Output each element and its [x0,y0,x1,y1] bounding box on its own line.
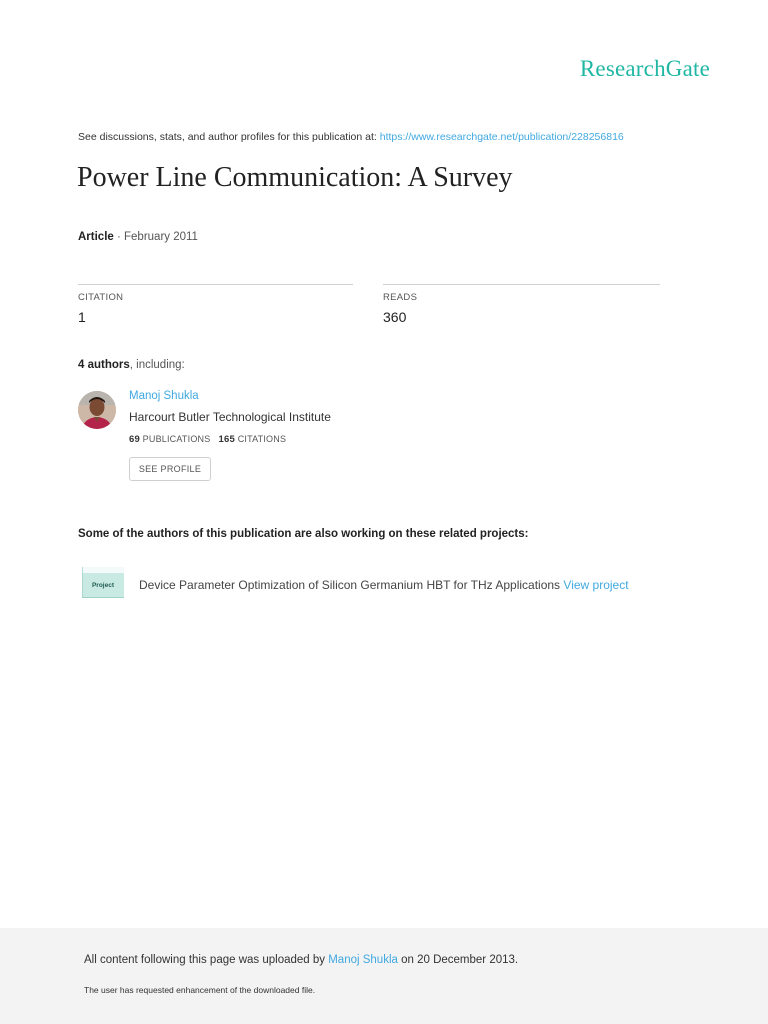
publication-url-link[interactable]: https://www.researchgate.net/publication/228256816 [379,131,624,143]
author-avatar[interactable] [78,391,116,429]
publication-meta [78,231,198,243]
authors-heading [78,359,185,371]
authors-count: 4 authors [78,359,130,371]
author-name-link[interactable]: Manoj Shukla [129,390,199,402]
citation-count: 1 [78,309,86,325]
publication-type: Article [78,231,114,243]
project-title: Device Parameter Optimization of Silicon Germanium HBT for THz Applications [139,578,561,592]
project-row [139,578,629,592]
reads-divider [383,284,660,285]
reads-label: READS [383,292,418,303]
publications-count: 69 [129,434,140,445]
publication-date: · February 2011 [113,231,198,243]
uploader-link[interactable]: Manoj Shukla [328,954,398,966]
upload-notice [84,954,518,966]
upload-suffix: on 20 December 2013. [397,954,519,966]
reads-count: 360 [383,309,407,325]
related-projects-heading: Some of the authors of this publication are also working on these related projects: [78,528,529,540]
authors-suffix: , including: [129,359,185,371]
footer-panel [0,928,768,1024]
discussion-prefix: See discussions, stats, and author profiles for this publication at: [78,131,380,143]
author-stats [129,434,286,445]
author-institution: Harcourt Butler Technological Institute [129,410,331,424]
publications-label: PUBLICATIONS [142,434,211,444]
citations-count: 165 [218,434,235,445]
researchgate-logo[interactable]: ResearchGate [579,56,710,81]
view-project-link[interactable]: View project [563,578,629,592]
project-icon-label: Project [91,582,115,589]
enhancement-note: The user has requested enhancement of the downloaded file. [84,985,316,995]
project-icon [82,567,124,598]
citation-label: CITATION [78,292,124,303]
project-folder-icon [82,567,124,598]
see-profile-button[interactable]: SEE PROFILE [129,457,211,481]
publication-title: Power Line Communication: A Survey [77,162,513,193]
citations-label: CITATIONS [237,434,287,444]
citation-divider [78,284,353,285]
discussion-line [78,131,624,143]
person-avatar-icon [78,391,116,429]
upload-prefix: All content following this page was uploaded by [84,954,329,966]
